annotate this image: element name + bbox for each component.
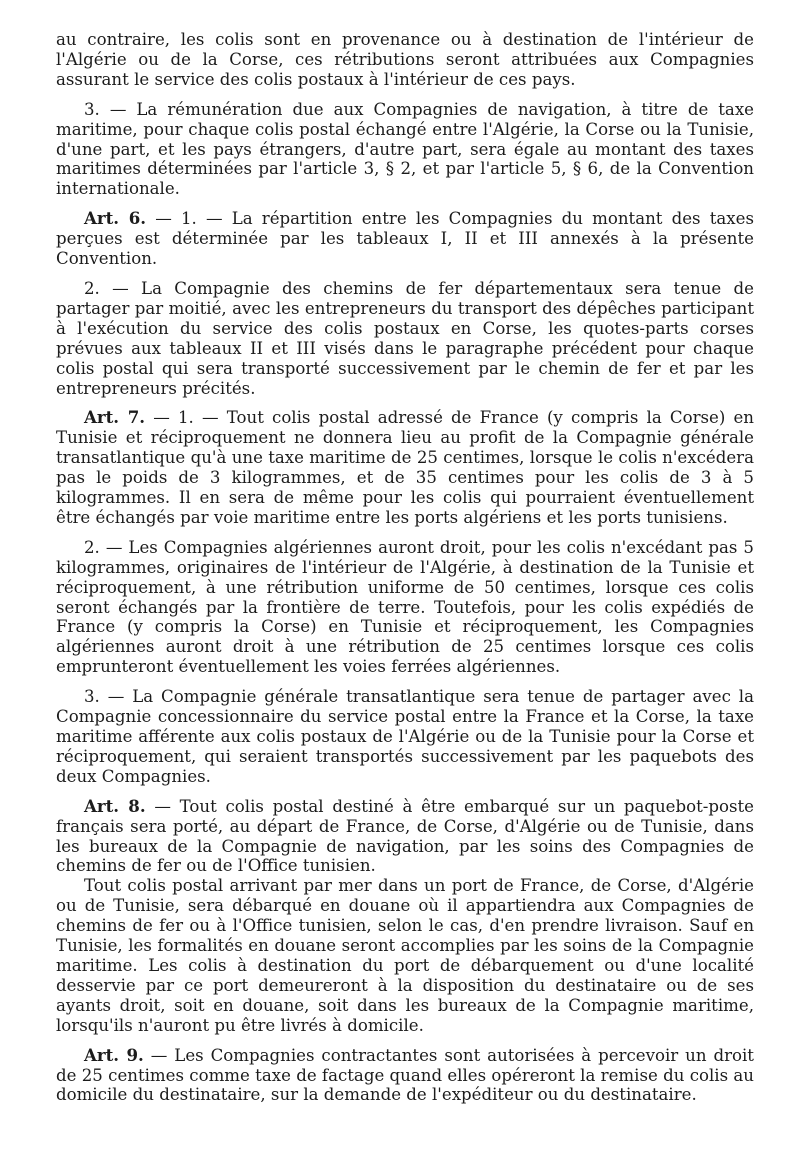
- article-heading: Art. 7.: [84, 407, 146, 428]
- paragraph-text: 3. — La Compagnie générale transatlantique sera tenue de partager avec la Compagnie concessionnaire du service postal entre la France et la Corse, la taxe maritime afférente aux colis postaux de l'Algérie ou de la Tunisie pour la Corse et réciproquement, qui seraient transportés successivement par les paquebots des deux Compagnies.: [56, 687, 754, 786]
- article-heading: Art. 8.: [84, 795, 146, 816]
- article-heading: Art. 6.: [84, 208, 147, 229]
- document-page: [56, 30, 754, 1105]
- paragraph-art9: [56, 1046, 754, 1106]
- paragraph-text: au contraire, les colis sont en provenance ou à destination de l'intérieur de l'Algérie ou de la Corse, ces rétributions seront attribuées aux Compagnies assurant le service des colis postaux à l'intérieur de ces pays.: [56, 30, 754, 89]
- article-heading: Art. 9.: [84, 1044, 144, 1065]
- paragraph-art7-section2: [56, 538, 754, 677]
- paragraph-text: — Tout colis postal destiné à être embarqué sur un paquebot-poste français sera porté, au départ de France, de Corse, d'Algérie ou de Tunisie, dans les bureaux de la Compagnie de navigation, par les soins des Compagnies de chemins de fer ou de l'Office tunisien.: [56, 796, 754, 876]
- paragraph-art6-section2: [56, 279, 754, 398]
- paragraph-text: 2. — La Compagnie des chemins de fer départementaux sera tenue de partager par moitié, avec les entrepreneurs du transport des dépêches participant à l'exécution du service des colis postaux en Corse, les quotes-parts corses prévues aux tableaux II et III visés dans le paragraphe précédent pour chaque colis postal qui sera transporté successivement par le chemin de fer et par les entrepreneurs précités.: [56, 278, 754, 398]
- paragraph-text: — Les Compagnies contractantes sont autorisées à percevoir un droit de 25 centimes comme taxe de factage quand elles opéreront la remise du colis au domicile du destinataire, sur la demande de l'expéditeur ou du destinataire.: [56, 1045, 754, 1105]
- paragraph-art8-second: [56, 876, 754, 1035]
- paragraph-continuation: [56, 30, 754, 90]
- paragraph-text: 2. — Les Compagnies algériennes auront droit, pour les colis n'excédant pas 5 kilogrammes, originaires de l'intérieur de l'Algérie, à destination de la Tunisie et réciproquement, à une rétribution uniforme de 50 centimes, lorsque ces colis seront échangés par la frontière de terre. Toutefois, pour les colis expédiés de France (y compris la Corse) en Tunisie et réciproquement, les Compagnies algériennes auront droit à une rétribution de 25 centimes lorsque ces colis emprunteront éventuellement les voies ferrées algériennes.: [56, 537, 754, 677]
- paragraph-text: 3. — La rémunération due aux Compagnies de navigation, à titre de taxe maritime, pour chaque colis postal échangé entre l'Algérie, la Corse ou la Tunisie, d'une part, et les pays étrangers, d'autre part, sera égale au montant des taxes maritimes déterminées par l'article 3, § 2, et par l'article 5, § 6, de la Convention internationale.: [56, 99, 754, 199]
- paragraph-text: — 1. — La répartition entre les Compagnies du montant des taxes perçues est déterminée par les tableaux I, II et III annexés à la présente Convention.: [56, 209, 754, 269]
- paragraph-art6-section1: [56, 209, 754, 269]
- paragraph-art8-first: [56, 797, 754, 877]
- paragraph-text: Tout colis postal arrivant par mer dans un port de France, de Corse, d'Algérie ou de Tunisie, sera débarqué en douane où il appartiendra aux Compagnies de chemins de fer ou à l'Office tunisien, selon le cas, d'en prendre livraison. Sauf en Tunisie, les formalités en douane seront accomplies par les soins de la Compagnie maritime. Les colis à destination du port de débarquement ou d'une localité desservie par ce port demeureront à la disposition du destinataire ou de ses ayants droit, soit en douane, soit dans les bureaux de la Compagnie maritime, lorsqu'ils n'auront pu être livrés à domicile.: [56, 876, 754, 1035]
- paragraph-text: — 1. — Tout colis postal adressé de France (y compris la Corse) en Tunisie et réciproquement ne donnera lieu au profit de la Compagnie générale transatlantique qu'à une taxe maritime de 25 centimes, lorsque le colis n'excédera pas le poids de 3 kilogrammes, et de 35 centimes pour les colis de 3 à 5 kilogrammes. Il en sera de même pour les colis qui pourraient éventuellement être échangés par voie maritime entre les ports algériens et les ports tunisiens.: [56, 408, 754, 527]
- paragraph-art5-section3: [56, 100, 754, 200]
- paragraph-art7-section1: [56, 408, 754, 527]
- paragraph-art7-section3: [56, 687, 754, 787]
